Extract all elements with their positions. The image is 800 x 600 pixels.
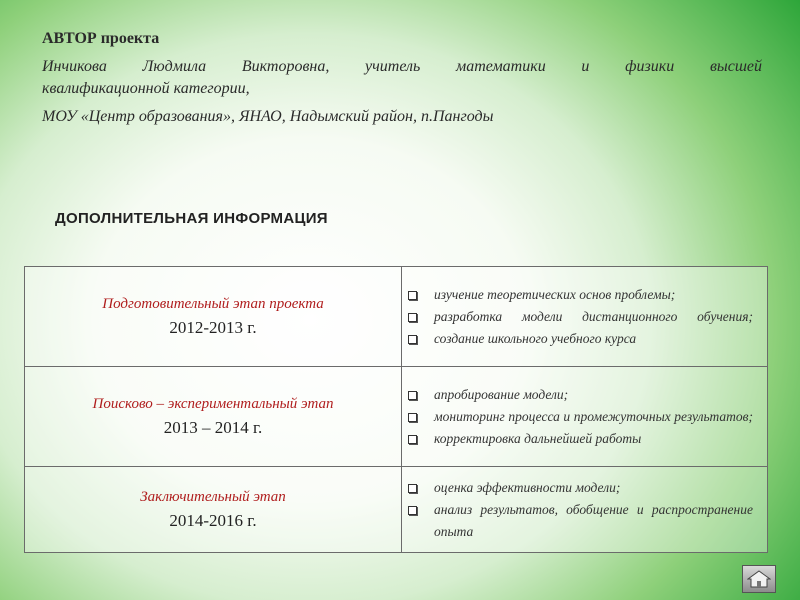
checkbox-bullet-icon [408, 335, 417, 344]
checkbox-bullet-icon [408, 484, 417, 493]
stage-years: 2014-2016 г. [169, 510, 257, 530]
list-item: корректировка дальнейшей работы [406, 428, 753, 450]
stages-table [24, 266, 768, 553]
author-name-line: Инчикова Людмила Викторовна, учитель математики и физики высшей [42, 58, 762, 75]
tasks-cell [402, 367, 768, 467]
home-button[interactable] [742, 565, 776, 593]
checkbox-bullet-icon [408, 313, 417, 322]
stage-cell [25, 467, 402, 553]
stage-name: Подготовительный этап проекта [102, 295, 324, 312]
list-item: анализ результатов, обобщение и распространение опыта [406, 499, 753, 543]
list-item: создание школьного учебного курса [406, 328, 753, 350]
author-title: АВТОР проекта [42, 30, 160, 47]
checkbox-bullet-icon [408, 506, 417, 515]
checkbox-bullet-icon [408, 435, 417, 444]
stage-name: Поисково – экспериментальный этап [92, 395, 334, 412]
tasks-cell [402, 267, 768, 367]
stage-years: 2012-2013 г. [169, 317, 257, 337]
checkbox-bullet-icon [408, 413, 417, 422]
stage-cell [25, 367, 402, 467]
home-icon [747, 570, 771, 588]
table-row [25, 267, 768, 367]
checkbox-bullet-icon [408, 391, 417, 400]
stage-cell [25, 267, 402, 367]
list-item: апробирование модели; [406, 384, 753, 406]
stage-name: Заключительный этап [140, 488, 286, 505]
list-item: мониторинг процесса и промежуточных результатов; [406, 406, 753, 428]
author-org-line: МОУ «Центр образования», ЯНАО, Надымский район, п.Пангоды [42, 108, 494, 125]
author-block [42, 30, 762, 134]
table-row [25, 467, 768, 553]
author-name-line-2: квалификационной категории, [42, 80, 250, 97]
list-item: оценка эффективности модели; [406, 477, 753, 499]
table-row [25, 367, 768, 467]
stage-years: 2013 – 2014 г. [163, 417, 263, 437]
checkbox-bullet-icon [408, 291, 417, 300]
tasks-cell [402, 467, 768, 553]
list-item: разработка модели дистанционного обучения; [406, 306, 753, 328]
section-title: ДОПОЛНИТЕЛЬНАЯ ИНФОРМАЦИЯ [55, 210, 328, 227]
list-item: изучение теоретических основ проблемы; [406, 284, 753, 306]
